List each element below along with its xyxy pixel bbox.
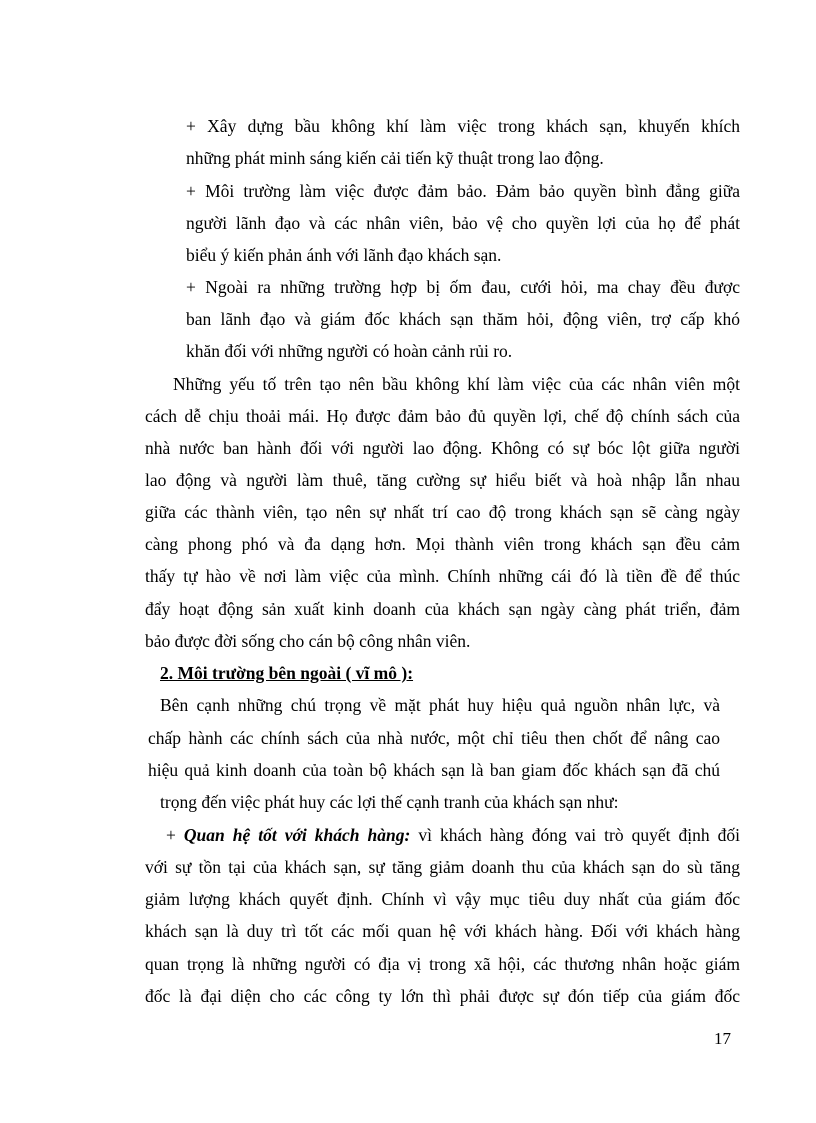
text-fragment: vì khách hàng đóng vai trò quyết định đối (410, 825, 740, 845)
text-line: ban lãnh đạo và giám đốc khách sạn thăm hỏi, động viên, trợ cấp khó (186, 309, 740, 329)
text-line: càng phong phó và đa dạng hơn. Mọi thành viên trong khách sạn đều cảm (145, 534, 740, 554)
page-number: 17 (714, 1029, 731, 1048)
text-line: đẩy hoạt động sản xuất kinh doanh của khách sạn ngày càng phát triển, đảm (145, 599, 740, 619)
text-line: với sự tồn tại của khách sạn, sự tăng giảm doanh thu của khách sạn do sù tăng (145, 857, 740, 877)
text-line: + Ngoài ra những trường hợp bị ốm đau, cưới hỏi, ma chay đều được (186, 277, 740, 297)
text-line: biểu ý kiến phản ánh với lãnh đạo khách sạn. (186, 245, 502, 265)
text-line: Bên cạnh những chú trọng về mặt phát huy hiệu quả nguồn nhân lực, và (160, 695, 720, 715)
text-line: chấp hành các chính sách của nhà nước, một chỉ tiêu then chốt để nâng cao (148, 728, 720, 748)
text-line: hiệu quả kinh doanh của toàn bộ khách sạn là ban giam đốc khách sạn đã chú (148, 760, 720, 780)
emphasis-term: Quan hệ tốt với khách hàng: (183, 825, 411, 845)
text-line: Những yếu tố trên tạo nên bầu không khí làm việc của các nhân viên một (173, 374, 740, 394)
text-line: trọng đến việc phát huy các lợi thế cạnh tranh của khách sạn như: (160, 792, 619, 812)
text-line: đốc là đại diện cho các công ty lớn thì phải được sự đón tiếp của giám đốc (145, 986, 740, 1006)
bullet-prefix: + (166, 825, 184, 845)
section-heading: 2. Môi trường bên ngoài ( vĩ mô ): (160, 663, 414, 683)
text-line: giảm lượng khách quyết định. Chính vì vậy mục tiêu duy nhất của giám đốc (145, 889, 740, 909)
text-line: lao động và người làm thuê, tăng cường sự hiểu biết và hoà nhập lẫn nhau (145, 470, 740, 490)
text-line: + Xây dựng bầu không khí làm việc trong khách sạn, khuyến khích (186, 116, 740, 136)
text-line: + Môi trường làm việc được đảm bảo. Đảm bảo quyền bình đẳng giữa (186, 181, 740, 201)
text-line: người lãnh đạo và các nhân viên, bảo vệ cho quyền lợi của họ để phát (186, 213, 740, 233)
text-line: những phát minh sáng kiến cải tiến kỹ thuật trong lao động. (186, 148, 604, 168)
text-line: nhà nước ban hành đối với người lao động. Không có sự bóc lột giữa người (145, 438, 740, 458)
text-line (166, 824, 740, 846)
text-line: thấy tự hào về nơi làm việc của mình. Chính những cái đó là tiền đề để thúc (145, 566, 740, 586)
text-line: giữa các thành viên, tạo nên sự nhất trí cao độ trong khách sạn sẽ càng ngày (145, 502, 740, 522)
text-line: cách dễ chịu thoải mái. Họ được đảm bảo đủ quyền lợi, chế độ chính sách của (145, 406, 740, 426)
text-line: quan trọng là những người có địa vị trong xã hội, các thương nhân hoặc giám (145, 954, 740, 974)
text-line: khăn đối với những người có hoàn cảnh rủi ro. (186, 341, 513, 361)
text-line: khách sạn là duy trì tốt các mối quan hệ với khách hàng. Đối với khách hàng (145, 921, 740, 941)
text-line: bảo được đời sống cho cán bộ công nhân viên. (145, 631, 471, 651)
